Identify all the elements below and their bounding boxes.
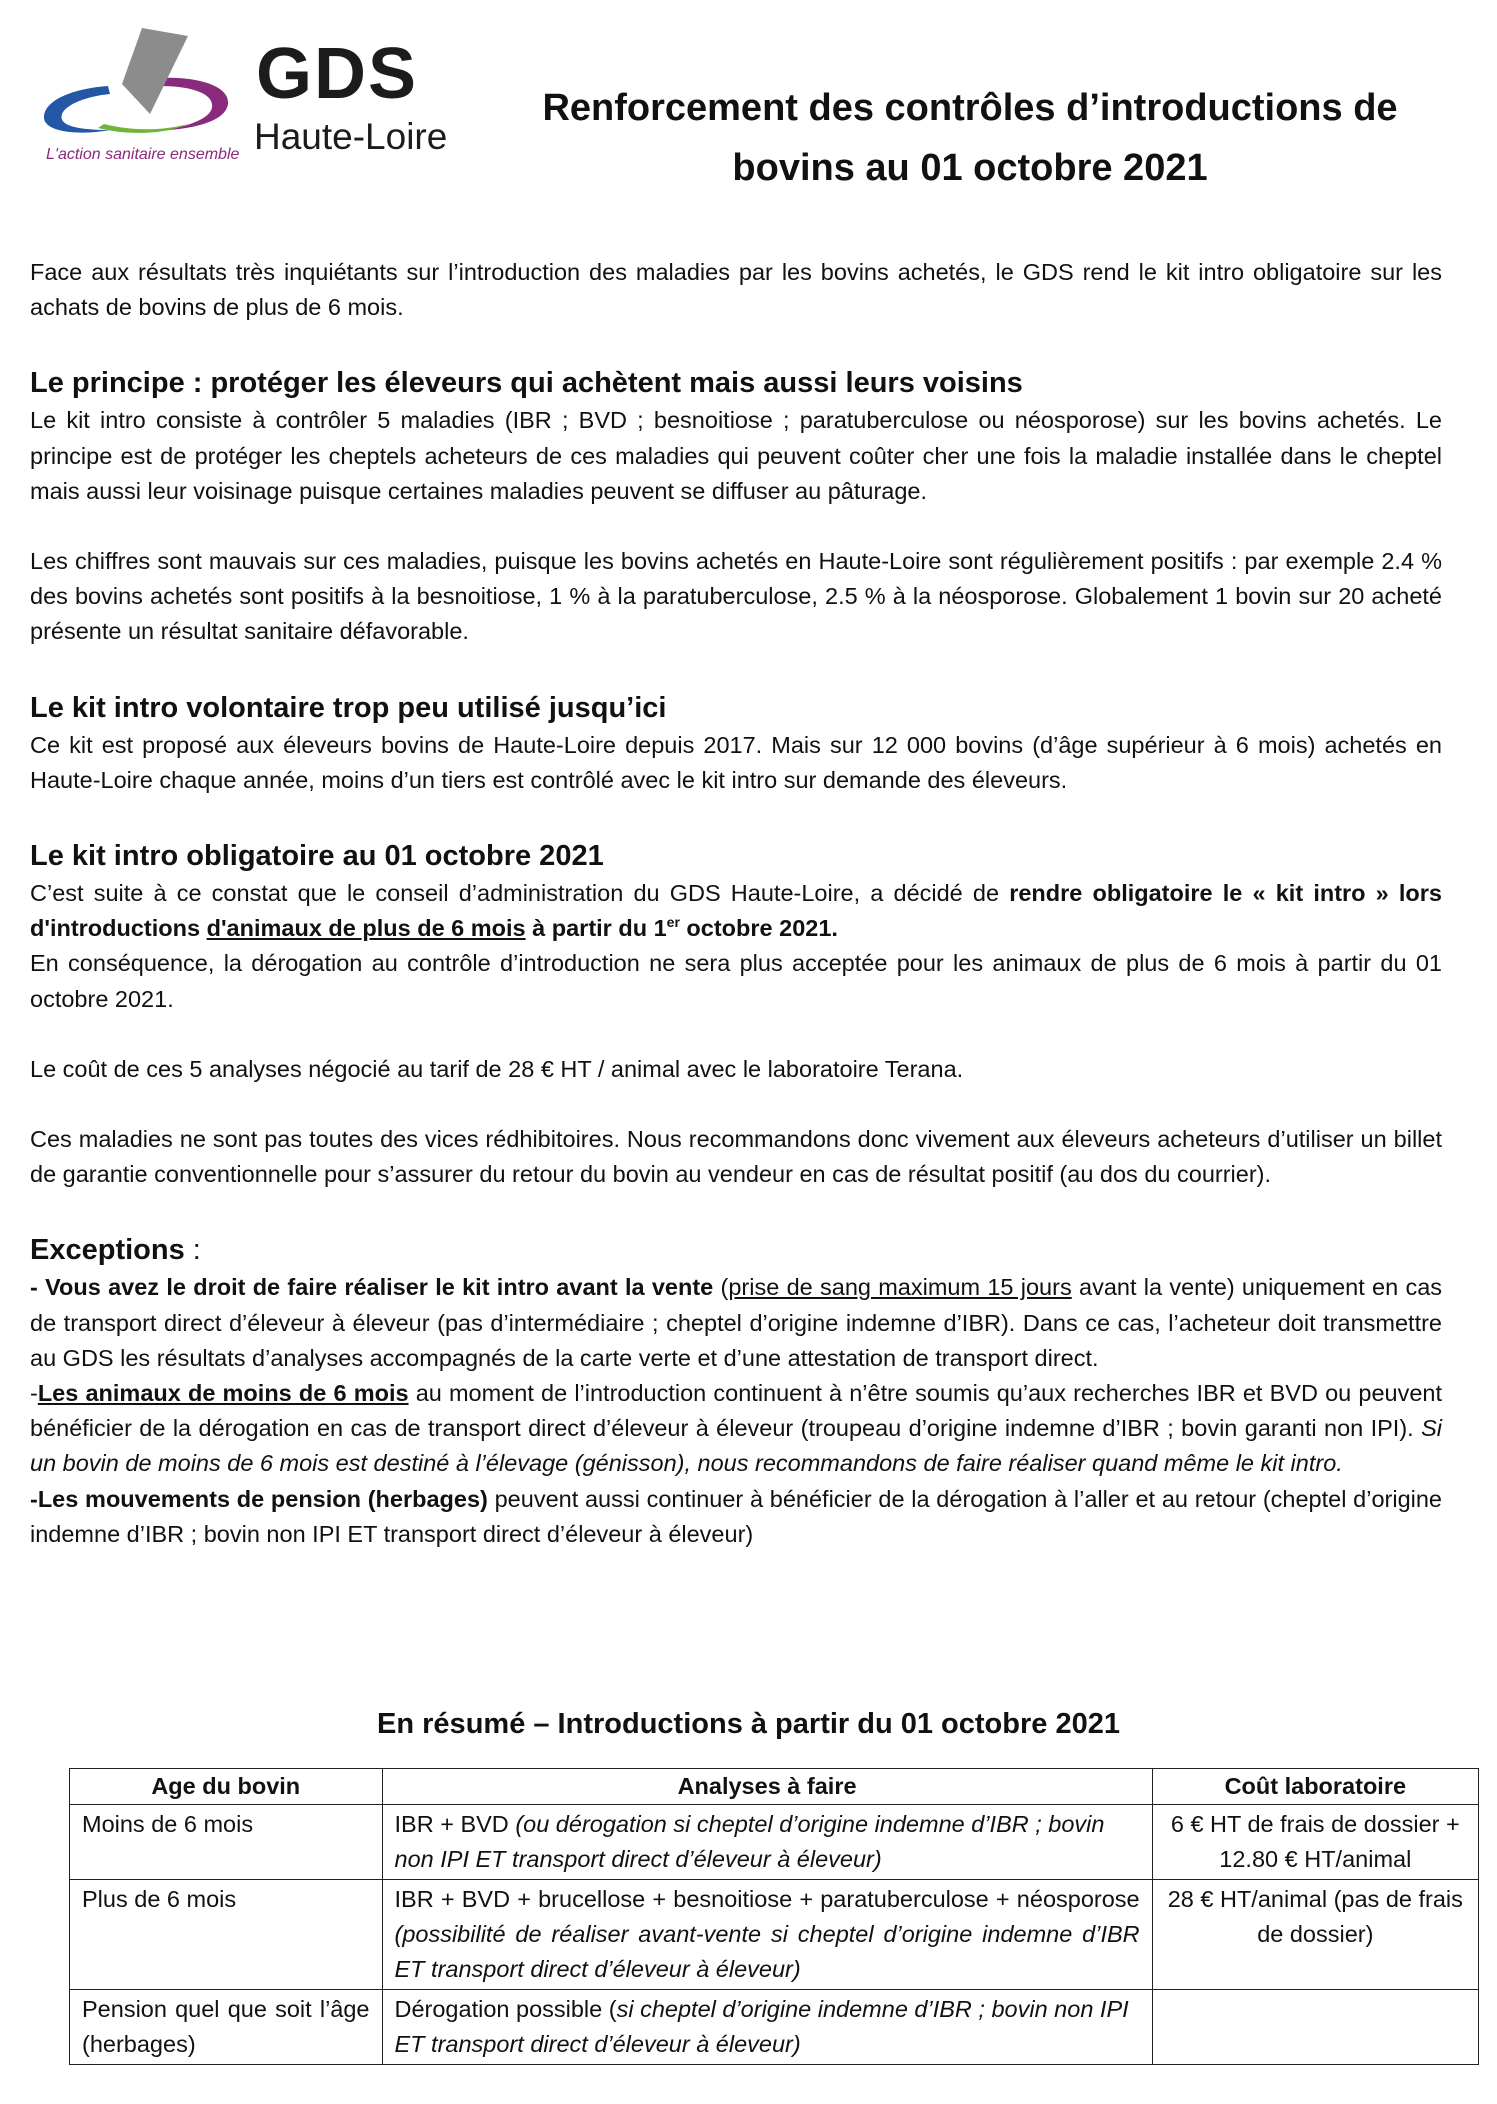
logo-swoosh-icon [38,28,248,148]
italic-span: si cheptel d’origine indemne d’IBR ; bovin non IPI ET transport direct d’éleveur à éleveur) [394,1996,1129,2057]
bold-span: rendre obligatoire le « kit intro » lors d'introductions [30,880,1442,942]
text-span: au moment de l’introduction continuent à n’être soumis qu’aux recherches IBR et BVD ou peuvent bénéficier de la dérogation en cas de transport direct d’éleveur à éleveur (troupeau d’origine indemne d’IBR ; bovin garanti non IPI). [30,1380,1442,1442]
table-row [70,1880,1479,1990]
cell-age: Moins de 6 mois [70,1805,383,1880]
document-title [470,78,1470,198]
text-span: - [30,1380,38,1407]
title-line-1: Renforcement des contrôles d’introductions de [542,87,1398,129]
cell-analyses [382,1990,1152,2065]
header-analyses: Analyses à faire [382,1769,1152,1805]
table-row [70,1990,1479,2065]
logo-slogan: L'action sanitaire ensemble [46,146,240,163]
cell-cost: 28 € HT/animal (pas de frais de dossier) [1152,1880,1478,1990]
volontaire-heading: Le kit intro volontaire trop peu utilisé jusqu’ici [30,691,667,724]
principe-paragraph-2: Les chiffres sont mauvais sur ces maladies, puisque les bovins achetés en Haute-Loire sont régulièrement positifs : par exemple 2.4 % des bovins achetés sont positifs à la besnoitiose, 1 % à la paratuberculose, 2.5 % à la néosporose. Globalement 1 bovin sur 20 acheté présente un résultat sanitaire défavorable. [30,548,1442,645]
volontaire-paragraph: Ce kit est proposé aux éleveurs bovins de Haute-Loire depuis 2017. Mais sur 12 000 bovins (d’âge supérieur à 6 mois) achetés en Haute-Loire chaque année, moins d’un tiers est contrôlé avec le kit intro sur demande des éleveurs. [30,731,1442,793]
bold-span: à partir du 1 [525,915,667,942]
exceptions-heading [30,1230,1442,1270]
header-cost: Coût laboratoire [1152,1769,1478,1805]
table-header-row [70,1769,1479,1805]
text-span: peuvent aussi continuer à bénéficier de la dérogation à l’aller et au retour (cheptel d’origine indemne d’IBR ; bovin non IPI ET transport direct d’éleveur à éleveur) [30,1485,1442,1547]
table-row [70,1805,1479,1880]
obligatoire-paragraph-4: Ces maladies ne sont pas toutes des vices rédhibitoires. Nous recommandons donc vivement aux éleveurs acheteurs d’utiliser un billet de garantie conventionnelle pour s’assurer du retour du bovin au vendeur en cas de résultat positif (au dos du courrier). [30,1126,1442,1188]
italic-span: (ou dérogation si cheptel d’origine indemne d’IBR ; bovin non IPI ET transport direct d’éleveur à éleveur) [394,1811,1105,1872]
summary-table [69,1768,1479,2065]
exception-2 [30,1376,1442,1482]
exceptions-heading-text: Exceptions [30,1234,185,1267]
summary-title: En résumé – Introductions à partir du 01 octobre 2021 [377,1708,1120,1740]
title-line-2: bovins au 01 octobre 2021 [732,147,1208,189]
intro-paragraph: Face aux résultats très inquiétants sur l’introduction des maladies par les bovins achetés, le GDS rend le kit intro obligatoire sur les achats de bovins de plus de 6 mois. [30,259,1442,321]
underlined-span: d'animaux de plus de 6 mois [206,915,526,942]
cell-analyses [382,1880,1152,1990]
exception-1 [30,1270,1442,1376]
bold-span: octobre 2021. [679,915,838,942]
bold-span: -Les mouvements de pension (herbages) [30,1485,488,1512]
exception-3 [30,1482,1442,1552]
obligatoire-paragraph-2: En conséquence, la dérogation au contrôle d’introduction ne sera plus acceptée pour les animaux de plus de 6 mois à partir du 01 octobre 2021. [30,950,1442,1012]
cell-age: Plus de 6 mois [70,1880,383,1990]
logo-name: GDS [256,34,419,114]
text-span: avant la vente) uniquement en cas de transport direct d’éleveur à éleveur (pas d’intermédiaire ; cheptel d’origine indemne d’IBR). Dans ce cas, l’acheteur doit transmettre au GDS les résultats d’analyses accompagnés de la carte verte et d’une attestation de transport direct. [30,1274,1443,1371]
cell-analyses [382,1805,1152,1880]
cell-age: Pension quel que soit l’âge (herbages) [70,1990,383,2065]
underlined-span: Les animaux de moins de 6 mois [37,1380,409,1407]
cell-cost: 6 € HT de frais de dossier + 12.80 € HT/animal [1152,1805,1478,1880]
gds-logo [38,28,458,168]
principe-heading: Le principe : protéger les éleveurs qui achètent mais aussi leurs voisins [30,367,1023,400]
italic-span: Si un bovin de moins de 6 mois est destiné à l’élevage (génisson), nous recommandons de faire réaliser quand même le kit intro. [30,1415,1442,1477]
underlined-span: prise de sang maximum 15 jours [728,1274,1072,1301]
obligatoire-heading: Le kit intro obligatoire au 01 octobre 2021 [30,840,604,873]
text-span: IBR + BVD + brucellose + besnoitiose + paratuberculose + néosporose [394,1886,1140,1912]
obligatoire-paragraph-1 [30,876,1442,946]
text-span: C’est suite à ce constat que le conseil d’administration du GDS Haute-Loire, a décidé de [30,880,1010,907]
text-span: IBR + BVD [394,1811,516,1837]
principe-paragraph-1: Le kit intro consiste à contrôler 5 maladies (IBR ; BVD ; besnoitiose ; paratuberculose ou néosporose) sur les bovins achetés. Le principe est de protéger les cheptels acheteurs de ces maladies qui peuvent coûter cher une fois la maladie installée dans le cheptel mais aussi leur voisinage puisque certaines maladies peuvent se diffuser au pâturage. [30,407,1442,504]
exceptions-heading-suffix: : [184,1234,201,1267]
cell-cost [1152,1990,1478,2065]
bold-span: - Vous avez le droit de faire réaliser le kit intro avant la vente [30,1274,714,1301]
obligatoire-paragraph-3: Le coût de ces 5 analyses négocié au tarif de 28 € HT / animal avec le laboratoire Terana. [30,1055,964,1082]
italic-span: (possibilité de réaliser avant-vente si cheptel d’origine indemne d’IBR ET transport direct d’éleveur à éleveur) [394,1921,1140,1982]
text-span: Dérogation possible ( [394,1996,617,2022]
text-span: ( [713,1274,729,1301]
header-age: Age du bovin [70,1769,383,1805]
logo-region: Haute-Loire [254,116,448,157]
superscript: er [666,914,680,931]
document-body [30,255,1442,1552]
